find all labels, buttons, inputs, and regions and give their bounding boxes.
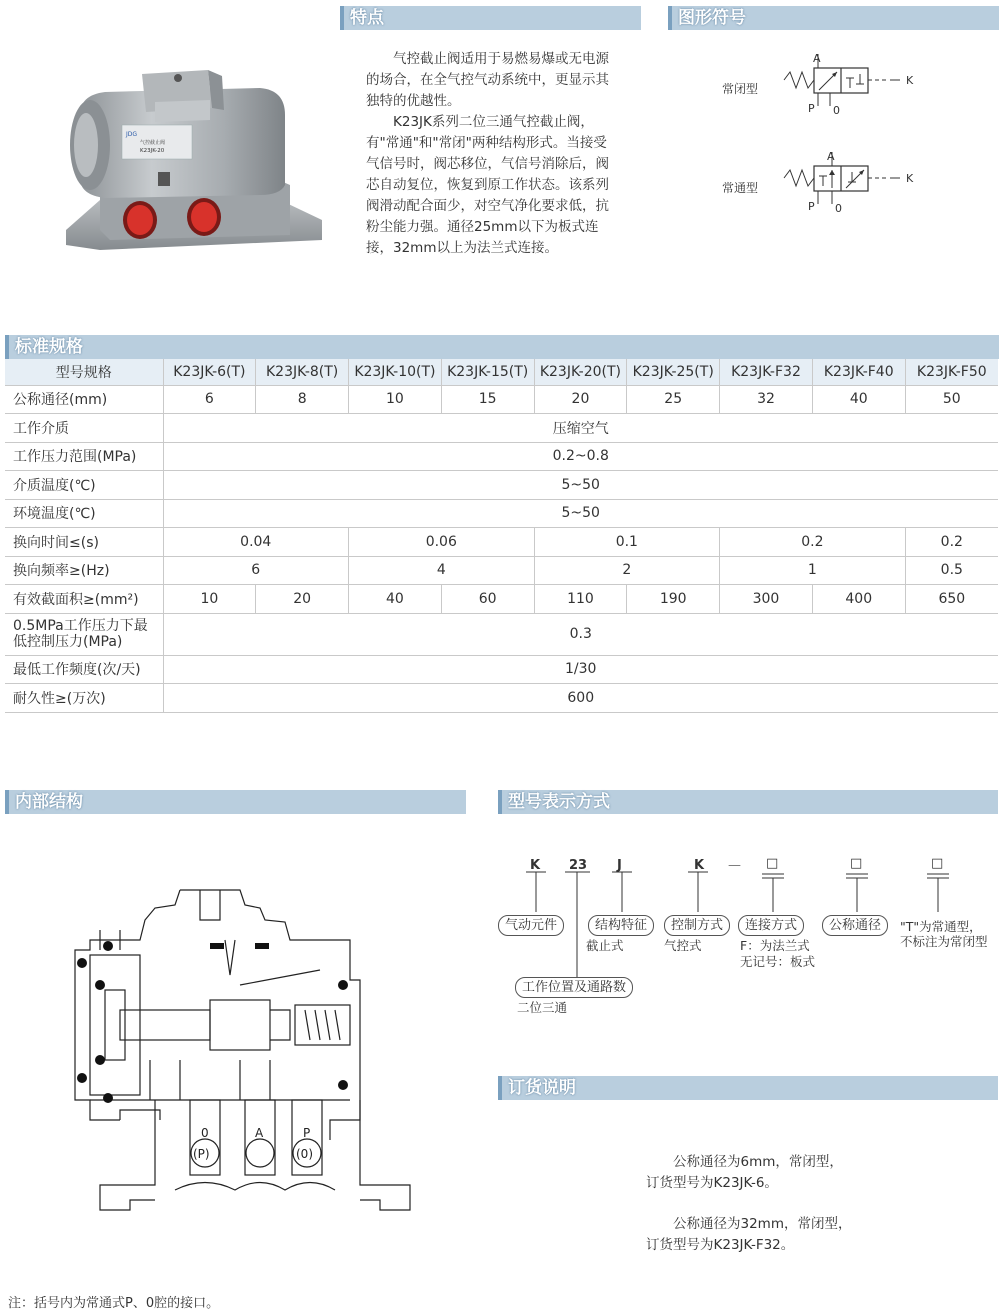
table-row: [5, 684, 998, 713]
table-row: [5, 528, 998, 557]
table-cell: 0.3: [163, 613, 998, 655]
code-k2: K: [694, 858, 705, 873]
table-cell: 5~50: [163, 471, 998, 500]
order-line: 订货型号为K23JK-F32。: [646, 1237, 795, 1253]
table-cell: 1/30: [163, 655, 998, 684]
type-note-1: "T"为常通型，: [900, 919, 982, 934]
port-label-0: 0: [201, 1126, 209, 1140]
table-cell: 1: [720, 556, 906, 585]
table-cell: 2: [534, 556, 720, 585]
port-label-a: A: [255, 1126, 264, 1140]
table-header-model: K23JK-20(T): [534, 359, 627, 385]
pill-position: 工作位置及通路数: [515, 977, 633, 998]
row-label: 耐久性≥(万次): [5, 684, 163, 713]
table-cell: 400: [812, 585, 905, 614]
symbol-no-port-p: P: [808, 200, 815, 213]
table-cell: 6: [163, 556, 349, 585]
code-j: J: [617, 858, 622, 873]
table-header-model: K23JK-8(T): [256, 359, 349, 385]
table-cell: 110: [534, 585, 627, 614]
symbol-nc-port-k: K: [906, 74, 914, 87]
footnote: 注：括号内为常通式P、0腔的接口。: [8, 1296, 220, 1310]
table-header-model: K23JK-F40: [812, 359, 905, 385]
table-cell: 6: [163, 385, 256, 414]
table-cell: 25: [627, 385, 720, 414]
table-header-model: K23JK-F50: [905, 359, 998, 385]
row-label: 最低工作频度(次/天): [5, 655, 163, 684]
code-box-type: □: [931, 856, 944, 871]
features-para-1: 气控截止阀适用于易燃易爆或无电源的场合，在全气控气动系统中，更显示其独特的优越性。: [366, 51, 609, 109]
table-cell: 40: [812, 385, 905, 414]
row-label: 换向频率≥(Hz): [5, 556, 163, 585]
spec-table: [5, 359, 998, 713]
table-header-model: K23JK-6(T): [163, 359, 256, 385]
connection-sub-2: 无记号：板式: [740, 954, 816, 969]
table-row: [5, 385, 998, 414]
product-label-name: 气控截止阀: [140, 140, 166, 146]
table-header-model: K23JK-15(T): [441, 359, 534, 385]
order-heading: 订货说明: [498, 1076, 998, 1100]
code-23: 23: [569, 858, 588, 873]
order-line: 公称通径为32mm，常闭型，: [673, 1216, 852, 1232]
table-cell: 8: [256, 385, 349, 414]
features-text: [366, 49, 616, 259]
row-label: 工作压力范围(MPa): [5, 442, 163, 471]
product-photo: [60, 60, 330, 260]
control-sub: 气控式: [664, 938, 702, 953]
product-label-model: K23JK-20: [140, 148, 165, 154]
table-cell: 600: [163, 684, 998, 713]
type-note-2: 不标注为常闭型: [900, 934, 988, 949]
symbol-no-port-k: K: [906, 172, 914, 185]
symbol-nc-port-o: 0: [833, 104, 840, 117]
code-box-connection: □: [766, 856, 779, 871]
table-cell: 0.1: [534, 528, 720, 557]
table-header-model: K23JK-10(T): [349, 359, 442, 385]
order-example-1: [646, 1152, 843, 1194]
order-example-2: [646, 1214, 851, 1256]
table-row: [5, 585, 998, 614]
order-line: 订货型号为K23JK-6。: [646, 1175, 778, 1191]
table-cell: 0.2: [720, 528, 906, 557]
table-row: [5, 414, 998, 443]
table-cell: 0.06: [349, 528, 535, 557]
table-header-label: 型号规格: [5, 359, 163, 385]
table-cell: 0.2~0.8: [163, 442, 998, 471]
table-cell: 650: [905, 585, 998, 614]
table-cell: 20: [256, 585, 349, 614]
table-cell: 10: [349, 385, 442, 414]
pill-structure: 结构特征: [588, 915, 654, 936]
row-label: 环境温度(℃): [5, 499, 163, 528]
table-cell: 0.2: [905, 528, 998, 557]
symbol-label-no: 常通型: [722, 181, 759, 195]
brand-logo: JDG: [126, 131, 138, 138]
row-label: 0.5MPa工作压力下最低控制压力(MPa): [5, 613, 163, 655]
table-header-row: [5, 359, 998, 385]
pill-control: 控制方式: [664, 915, 730, 936]
table-cell: 60: [441, 585, 534, 614]
order-line: 公称通径为6mm，常闭型，: [673, 1154, 843, 1170]
symbol-normally-open: [782, 148, 922, 218]
row-label: 换向时间≤(s): [5, 528, 163, 557]
symbol-heading: 图形符号: [668, 6, 999, 30]
table-row: [5, 442, 998, 471]
table-row: [5, 471, 998, 500]
structure-sub: 截止式: [586, 938, 624, 953]
symbol-nc-port-a: A: [813, 52, 821, 65]
table-cell: 4: [349, 556, 535, 585]
table-header-model: K23JK-25(T): [627, 359, 720, 385]
model-heading: 型号表示方式: [498, 790, 998, 814]
position-sub: 二位三通: [517, 1000, 568, 1015]
port-label-p: P: [303, 1126, 311, 1140]
symbol-normally-closed: [782, 50, 922, 120]
table-cell: 190: [627, 585, 720, 614]
table-row: [5, 655, 998, 684]
internal-structure-drawing: [60, 860, 420, 1230]
port-label-p-alt: (P): [193, 1147, 210, 1161]
table-cell: 5~50: [163, 499, 998, 528]
table-cell: 0.5: [905, 556, 998, 585]
table-cell: 32: [720, 385, 813, 414]
table-cell: 15: [441, 385, 534, 414]
internal-heading: 内部结构: [5, 790, 466, 814]
table-cell: 20: [534, 385, 627, 414]
symbol-no-port-a: A: [827, 150, 835, 163]
table-cell: 10: [163, 585, 256, 614]
symbol-nc-port-p: P: [808, 102, 815, 115]
symbol-label-nc: 常闭型: [722, 82, 759, 96]
features-heading: 特点: [340, 6, 641, 30]
table-cell: 40: [349, 585, 442, 614]
row-label: 公称通径(mm): [5, 385, 163, 414]
code-k: K: [530, 858, 541, 873]
symbol-no-port-o: 0: [835, 202, 842, 215]
table-cell: 0.04: [163, 528, 349, 557]
table-row: [5, 613, 998, 655]
table-cell: 50: [905, 385, 998, 414]
pill-connection: 连接方式: [738, 915, 804, 936]
code-dash: —: [728, 858, 741, 873]
table-cell: 300: [720, 585, 813, 614]
features-para-2: K23JK系列二位三通气控截止阀，有"常通"和"常闭"两种结构形式。当接受气信号时，阀芯移位，气信号消除后，阀芯自动复位，恢复到原工作状态。该系列阀滑动配合面少，对空气净化要求低，抗粉尘能力强。通径25mm以下为板式连接，32mm以上为法兰式连接。: [366, 114, 609, 256]
pill-bore: 公称通径: [822, 915, 888, 936]
row-label: 有效截面积≥(mm²): [5, 585, 163, 614]
table-row: [5, 556, 998, 585]
connection-sub-1: F：为法兰式: [740, 938, 810, 953]
specs-heading: 标准规格: [5, 335, 999, 359]
table-row: [5, 499, 998, 528]
table-header-model: K23JK-F32: [720, 359, 813, 385]
port-label-0-alt: (0): [296, 1147, 313, 1161]
row-label: 工作介质: [5, 414, 163, 443]
pill-pneumatic-element: 气动元件: [498, 915, 564, 936]
row-label: 介质温度(℃): [5, 471, 163, 500]
table-cell: 压缩空气: [163, 414, 998, 443]
code-box-bore: □: [850, 856, 863, 871]
